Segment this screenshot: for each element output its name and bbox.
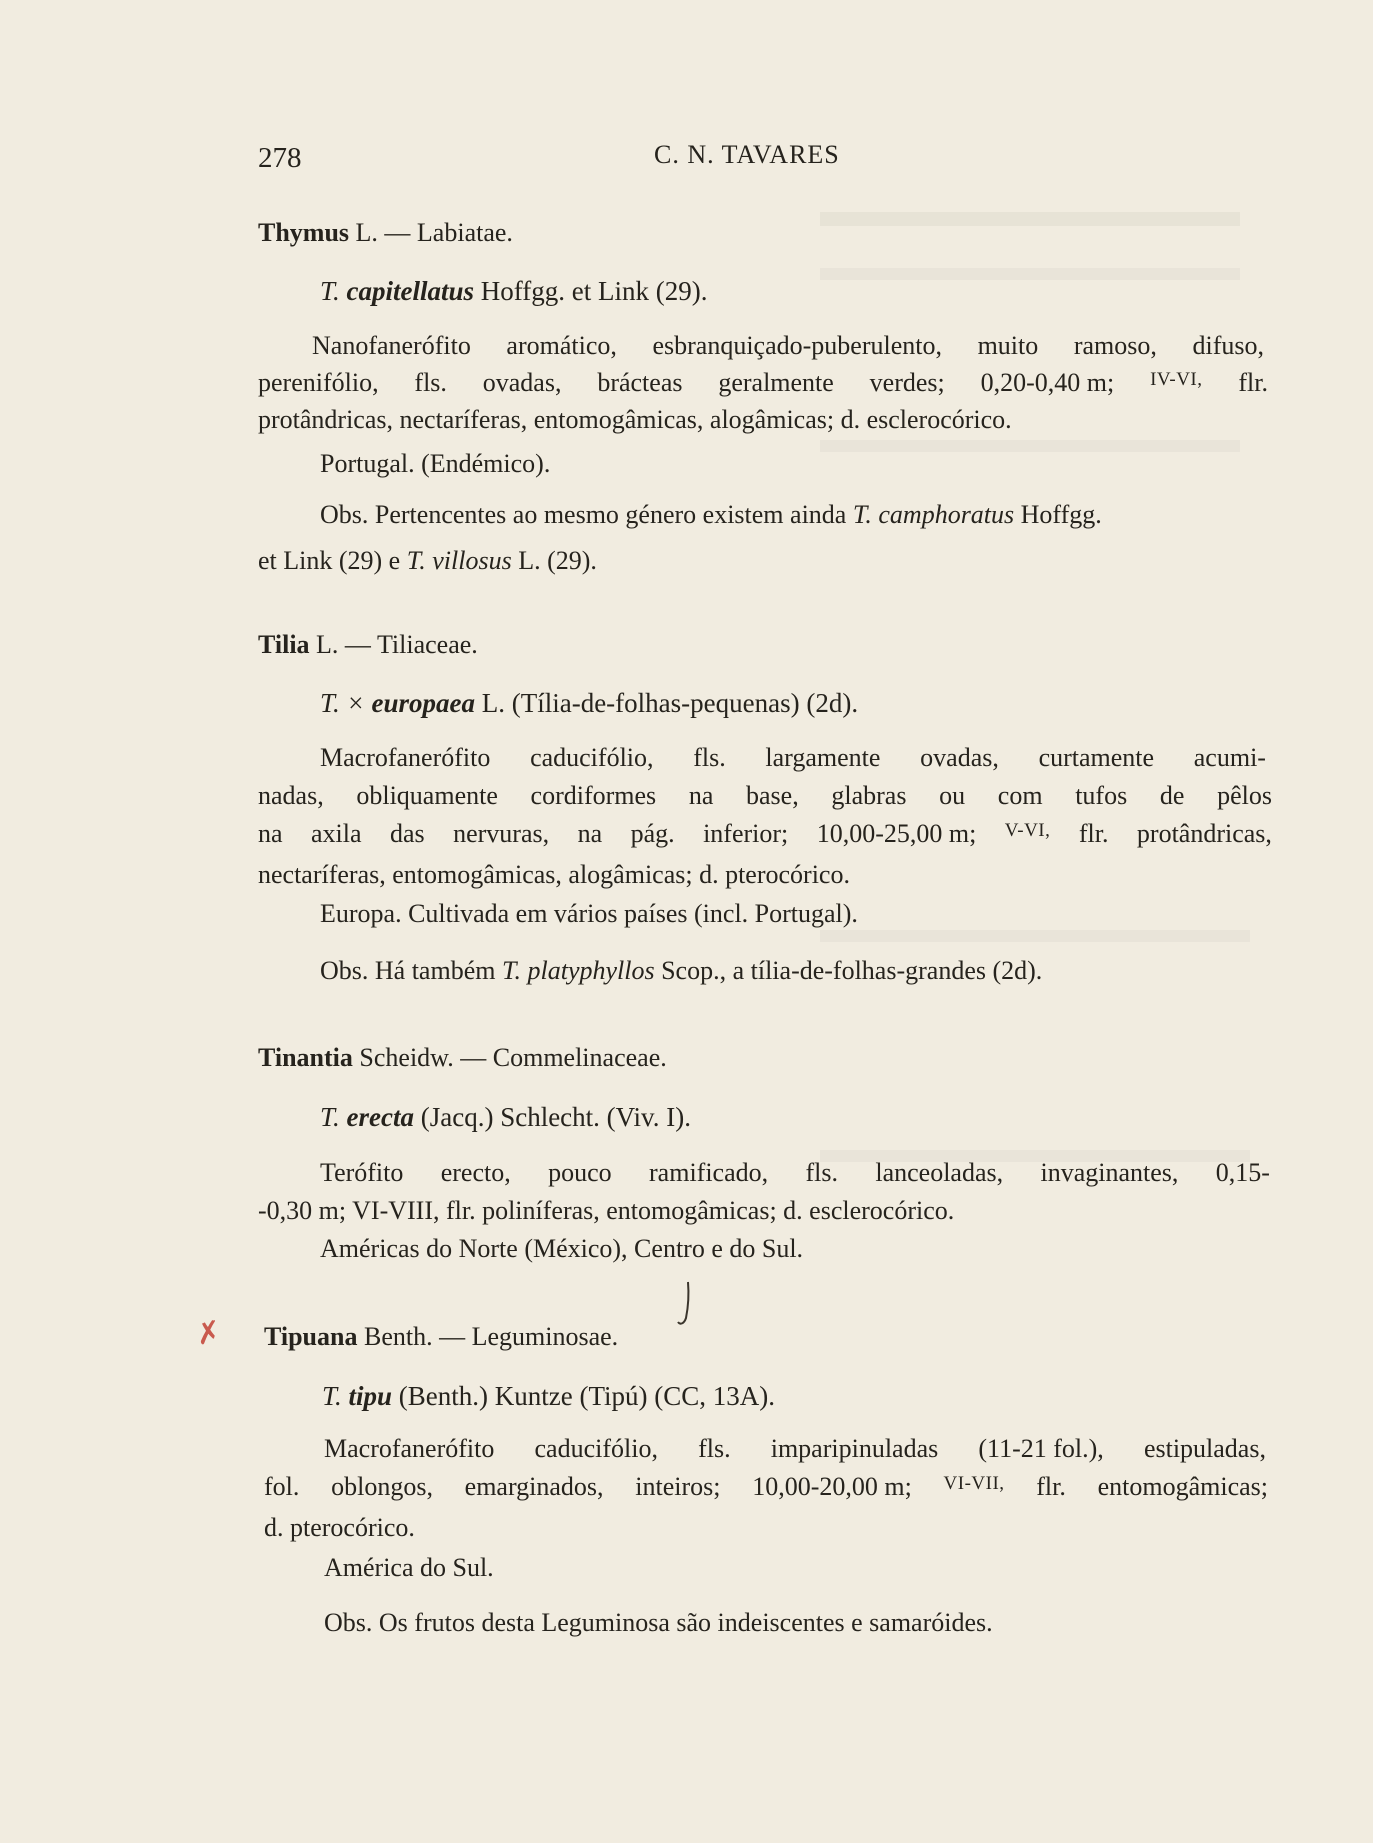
genus-authority: L. — Tiliaceae. xyxy=(316,630,478,659)
description-line: -0,30 m; VI-VIII, flr. poliníferas, entomogâmicas; d. esclerocórico. xyxy=(258,1196,955,1225)
description-line: nadas, obliquamente cordiformes na base, glabras ou com tufos de pêlos xyxy=(258,781,1272,810)
page-header xyxy=(258,140,1272,172)
genus-authority: Scheidw. — Commelinaceae. xyxy=(359,1043,667,1072)
description-line: nectaríferas, entomogâmicas, alogâmicas; d. pterocórico. xyxy=(258,860,850,889)
description-line: perenifólio, fls. ovadas, brácteas geralmente verdes; 0,20-0,40 m; IV-VI, flr. xyxy=(258,368,1268,397)
genus-name: Tilia xyxy=(258,630,310,659)
running-title: C. N. TAVARES xyxy=(654,140,840,169)
genus-heading xyxy=(264,1324,618,1350)
distribution: Europa. Cultivada em vários países (incl. Portugal). xyxy=(320,899,858,928)
species-name: capitellatus xyxy=(346,276,475,306)
description-line: d. pterocórico. xyxy=(264,1513,415,1542)
observation: Obs. Pertencentes ao mesmo género existem ainda T. camphoratus Hoffgg. xyxy=(320,500,1102,529)
observation: Obs. Os frutos desta Leguminosa são indeiscentes e samaróides. xyxy=(324,1608,993,1637)
description-line: protândricas, nectaríferas, entomogâmicas, alogâmicas; d. esclerocórico. xyxy=(258,405,1012,434)
species-heading: T. erecta (Jacq.) Schlecht. (Viv. I). xyxy=(320,1102,692,1132)
genus-heading xyxy=(258,220,513,246)
description-line: Terófito erecto, pouco ramificado, fls. lanceoladas, invaginantes, 0,15- xyxy=(320,1158,1270,1187)
observation: et Link (29) e T. villosus L. (29). xyxy=(258,546,597,575)
genus-name: Tinantia xyxy=(258,1043,353,1072)
genus-authority: L. — Labiatae. xyxy=(355,218,513,247)
distribution: Américas do Norte (México), Centro e do Sul. xyxy=(320,1234,804,1263)
species-heading: T. capitellatus Hoffgg. et Link (29). xyxy=(320,276,708,306)
distribution: América do Sul. xyxy=(324,1553,494,1582)
description-line: Macrofanerófito caducifólio, fls. imparipinuladas (11-21 fol.), estipuladas, xyxy=(324,1434,1266,1463)
distribution: Portugal. (Endémico). xyxy=(320,449,551,478)
species-heading: T. × europaea L. (Tília-de-folhas-pequenas) (2d). xyxy=(320,688,859,718)
observation: Obs. Há também T. platyphyllos Scop., a tília-de-folhas-grandes (2d). xyxy=(320,956,1043,985)
genus-authority: Benth. — Leguminosae. xyxy=(363,1322,619,1351)
margin-check-mark-icon: ✗ xyxy=(193,1314,224,1353)
description-line: na axila das nervuras, na pág. inferior; 10,00-25,00 m; V-VI, flr. protândricas, xyxy=(258,819,1272,848)
description-line: fol. oblongos, emarginados, inteiros; 10,00-20,00 m; VI-VII, flr. entomogâmicas; xyxy=(264,1472,1268,1501)
genus-heading xyxy=(258,1045,667,1071)
genus-heading xyxy=(258,632,478,658)
species-name: tipu xyxy=(348,1381,393,1411)
genus-name: Thymus xyxy=(258,218,350,247)
description-line: Nanofanerófito aromático, esbranquiçado-puberulento, muito ramoso, difuso, xyxy=(312,331,1264,360)
page-number: 278 xyxy=(258,142,302,174)
pencil-mark-icon xyxy=(676,1280,694,1328)
genus-name: Tipuana xyxy=(264,1322,358,1351)
species-name: europaea xyxy=(371,688,475,718)
species-heading: T. tipu (Benth.) Kuntze (Tipú) (CC, 13A). xyxy=(322,1381,776,1411)
species-name: erecta xyxy=(346,1102,414,1132)
description-line: Macrofanerófito caducifólio, fls. largamente ovadas, curtamente acumi- xyxy=(320,743,1266,772)
